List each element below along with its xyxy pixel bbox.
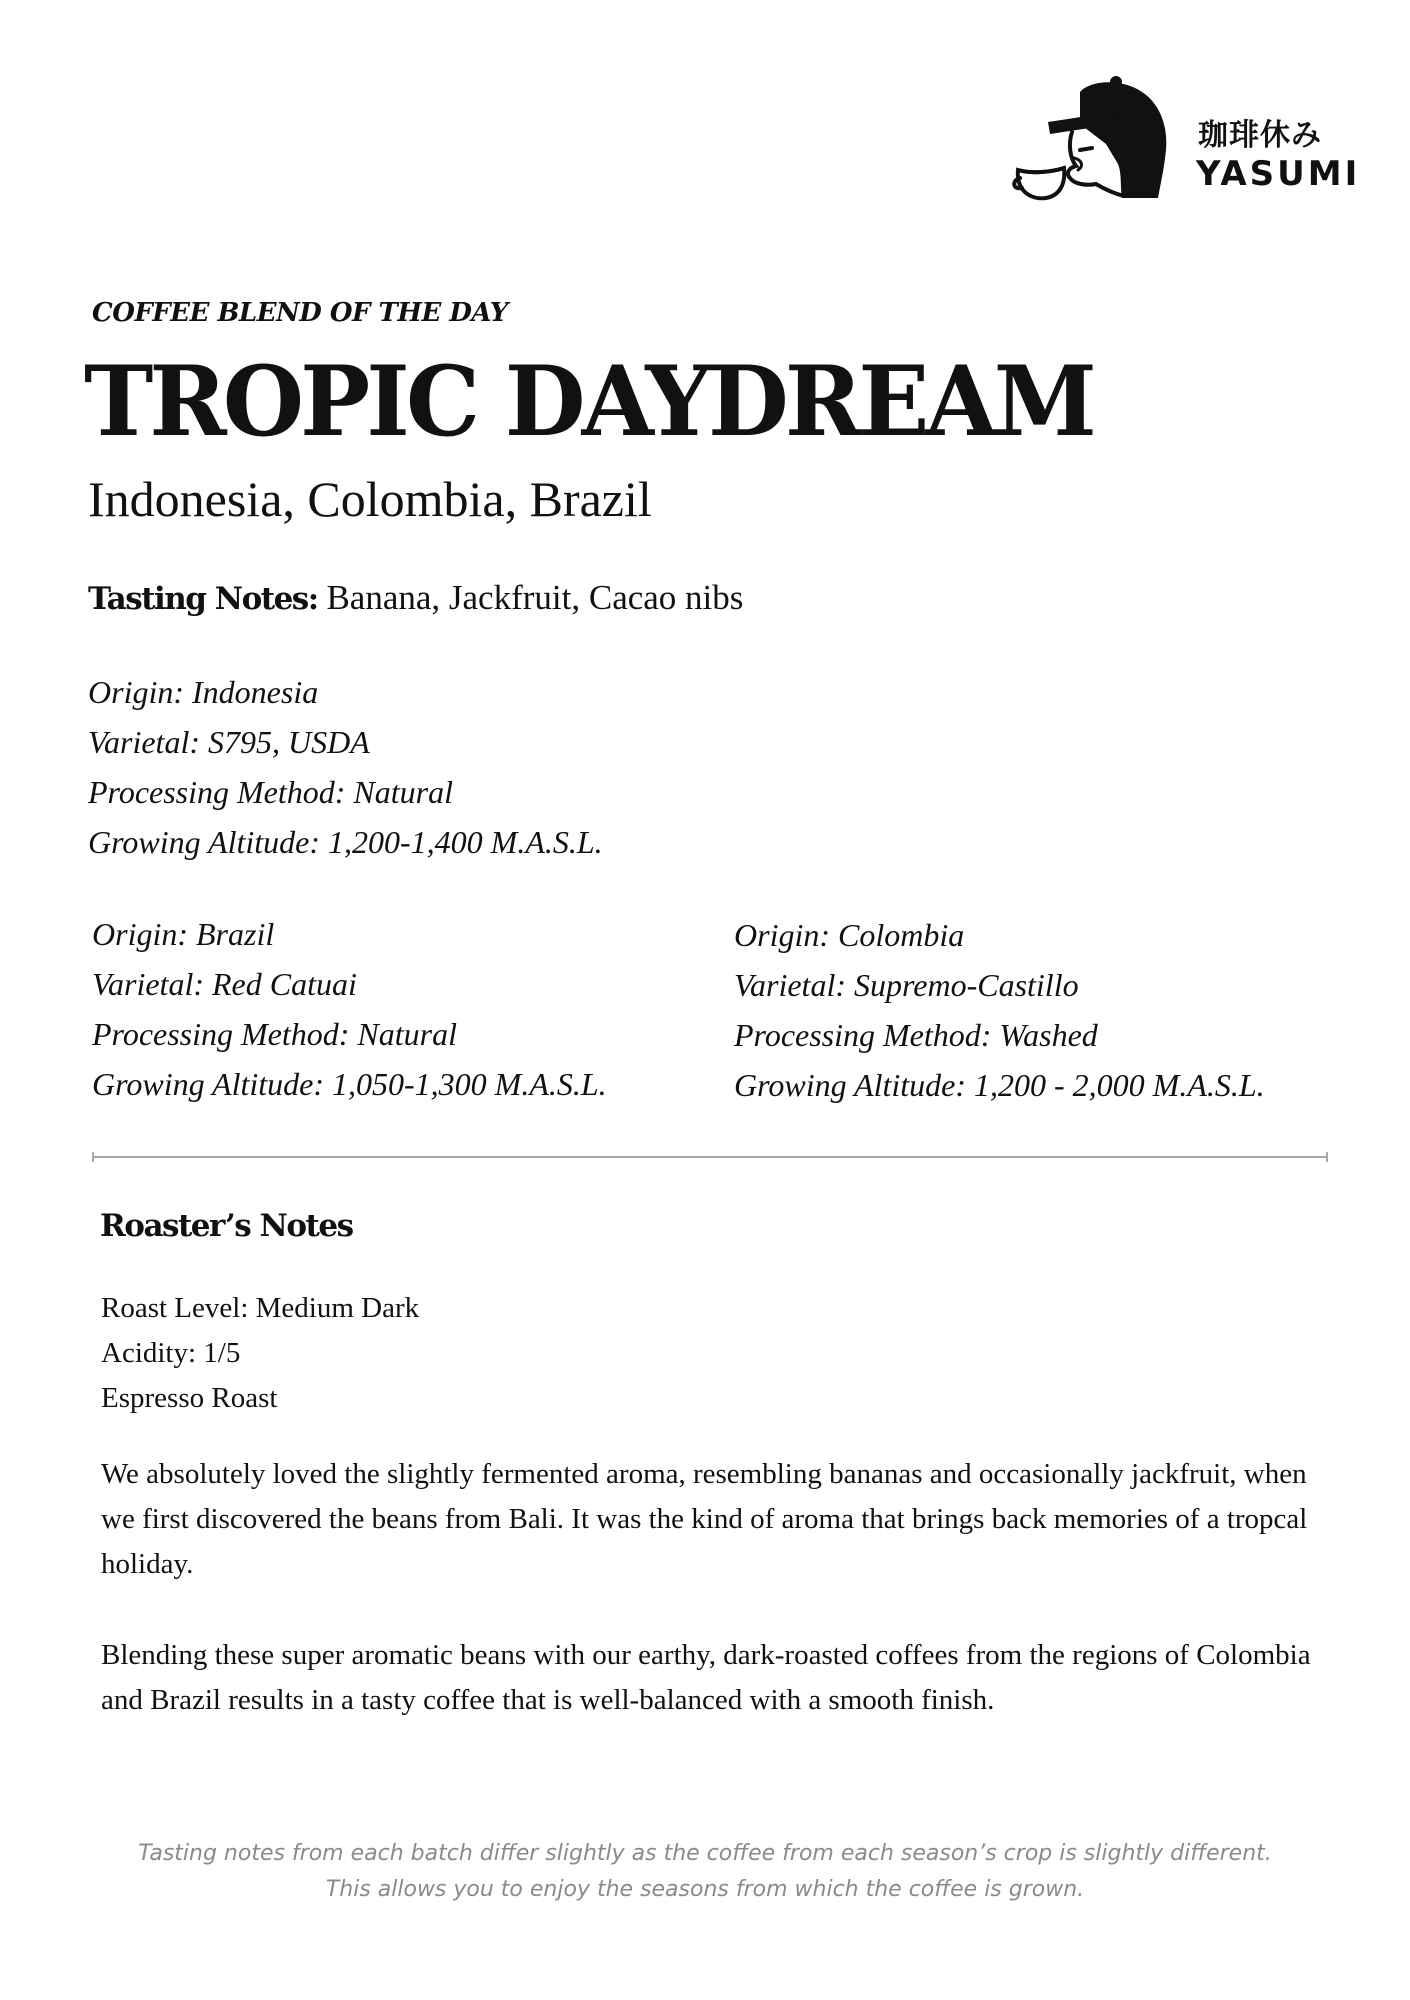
- altitude-line: Growing Altitude: 1,200 - 2,000 M.A.S.L.: [734, 1067, 1265, 1103]
- tasting-notes-label: Tasting Notes:: [88, 581, 318, 617]
- brand-kanji: 珈琲休み: [1198, 118, 1322, 153]
- origin-line: Origin: Colombia: [734, 917, 965, 953]
- footer-line: Tasting notes from each batch differ slightly as the coffee from each season’s crop is slightly different.: [138, 1841, 1272, 1866]
- origin-line: Origin: Brazil: [92, 916, 275, 952]
- roaster-paragraph: Blending these super aromatic beans with our earthy, dark-roasted coffees from the regions of Colombia and Brazil results in a tasty coffee that is well-balanced with a smooth finish.: [101, 1639, 1311, 1716]
- roaster-paragraph: We absolutely loved the slightly fermented aroma, resembling bananas and occasionally jackfruit, when we first discovered the beans from Bali. It was the kind of aroma that brings back memories of a tropcal holiday.: [101, 1458, 1308, 1580]
- roast-specs: [101, 1286, 419, 1421]
- varietal-line: Varietal: Red Catuai: [92, 966, 357, 1002]
- varietal-line: Varietal: Supremo-Castillo: [734, 967, 1079, 1003]
- origin-block-indonesia: [88, 667, 603, 867]
- blend-kicker: COFFEE BLEND OF THE DAY: [92, 298, 508, 328]
- altitude-line: Growing Altitude: 1,050-1,300 M.A.S.L.: [92, 1066, 607, 1102]
- roast-level: Roast Level: Medium Dark: [101, 1292, 420, 1324]
- varietal-line: Varietal: S795, USDA: [88, 724, 370, 760]
- coffee-drinker-mascot-icon: [1010, 74, 1190, 204]
- process-line: Processing Method: Natural: [92, 1016, 457, 1052]
- tasting-notes-value: Banana, Jackfruit, Cacao nibs: [317, 578, 744, 617]
- footer-note: [0, 1836, 1410, 1908]
- section-divider: [92, 1156, 1328, 1158]
- acidity: Acidity: 1/5: [101, 1337, 241, 1369]
- page-title: TROPIC DAYDREAM: [84, 345, 1093, 458]
- process-line: Processing Method: Natural: [88, 774, 453, 810]
- brand-logo: [1010, 74, 1361, 214]
- altitude-line: Growing Altitude: 1,200-1,400 M.A.S.L.: [88, 824, 603, 860]
- roaster-notes-heading: Roaster’s Notes: [100, 1208, 353, 1244]
- tasting-notes: [88, 578, 743, 618]
- origin-block-brazil: [92, 909, 607, 1109]
- footer-line: This allows you to enjoy the seasons from which the coffee is grown.: [325, 1877, 1085, 1902]
- brand-name: YASUMI: [1196, 154, 1361, 194]
- roast-type: Espresso Roast: [101, 1382, 278, 1414]
- process-line: Processing Method: Washed: [734, 1017, 1098, 1053]
- origin-block-colombia: [734, 910, 1265, 1110]
- blend-origins: Indonesia, Colombia, Brazil: [88, 471, 652, 527]
- origin-line: Origin: Indonesia: [88, 674, 319, 710]
